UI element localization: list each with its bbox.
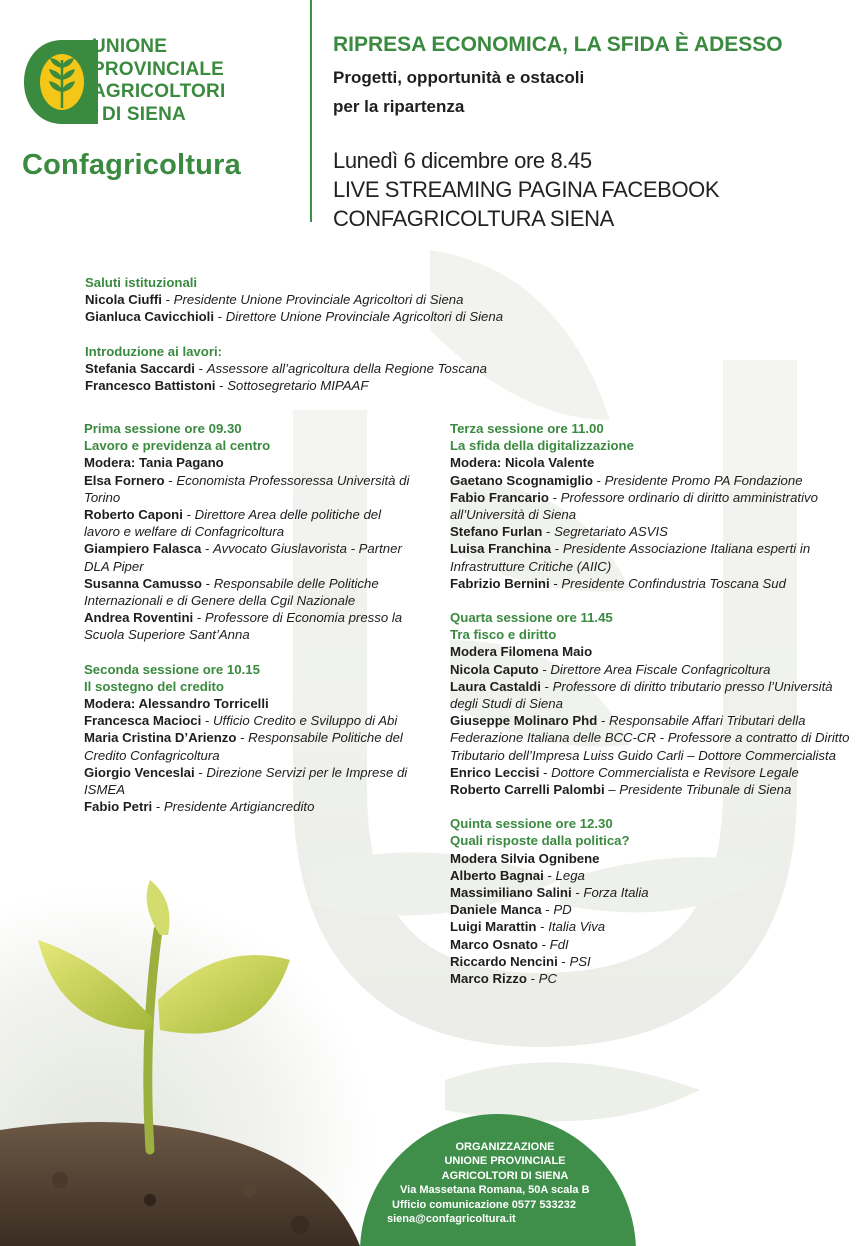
speaker-role: Presidente Promo PA Fondazione: [604, 472, 803, 488]
section-heading: Introduzione ai lavori:: [85, 343, 223, 359]
event-details: [333, 146, 853, 233]
speaker-name: Giuseppe Molinaro Phd: [450, 713, 598, 729]
speaker-role: Segretariato ASVIS: [554, 524, 668, 540]
session-moderator: Modera Filomena Maio: [450, 644, 593, 660]
speaker-name: Fabio Francario: [450, 489, 549, 505]
event-date: Lunedì 6 dicembre ore 8.45: [333, 148, 592, 173]
session-topic: Quali risposte dalla politica?: [450, 833, 630, 849]
speaker-role: Avvocato Giuslavorista - Partner DLA Piper: [84, 541, 402, 574]
logo-line: UNIONE: [92, 36, 168, 57]
logo-line: AGRICOLTORI: [92, 81, 226, 102]
speaker-name: Fabio Petri: [84, 799, 153, 815]
speaker-role: Lega: [555, 867, 585, 883]
event-subtitle: [333, 63, 813, 121]
speaker: [84, 798, 420, 815]
speaker: [450, 936, 852, 953]
subtitle-line: Progetti, opportunità e ostacoli: [333, 68, 585, 87]
speaker-name: Fabrizio Bernini: [450, 575, 550, 591]
organizer-line: UNIONE PROVINCIALE: [444, 1155, 566, 1168]
session-time: Seconda sessione ore 10.15: [84, 661, 260, 677]
speaker-role: Professore ordinario di diritto amministrativo all’Università di Siena: [450, 489, 818, 523]
organizer-line: AGRICOLTORI DI SIENA: [441, 1169, 569, 1182]
speaker: [84, 729, 420, 763]
speaker: [450, 918, 852, 935]
speaker: [450, 712, 852, 764]
speaker-separator: -: [548, 489, 561, 505]
speaker: [450, 781, 852, 798]
session-moderator: Modera: Tania Pagano: [84, 455, 224, 471]
subtitle-line: per la ripartenza: [333, 97, 465, 116]
speaker-name: Daniele Manca: [450, 902, 542, 918]
speaker-name: Enrico Leccisi: [450, 764, 540, 780]
speaker-role: Direttore Area Fiscale Confagricoltura: [550, 661, 771, 677]
speaker: [450, 953, 852, 970]
speaker-role: FdI: [549, 936, 569, 952]
speaker-separator: -: [201, 713, 214, 729]
speaker-role: Presidente Associazione Italiana esperti in Infrastrutture Critiche (AIIC): [450, 541, 811, 574]
speaker-role: Presidente Tribunale di Siena: [619, 782, 792, 798]
session-block: [450, 815, 852, 987]
event-page: CONFAGRICOLTURA SIENA: [333, 206, 614, 231]
session-topic: Tra fisco e diritto: [450, 627, 557, 643]
speaker-name: Massimiliano Salini: [450, 885, 572, 901]
speaker: [450, 489, 852, 523]
session-block: [450, 609, 852, 798]
speaker-separator: -: [540, 678, 553, 694]
speaker-separator: -: [526, 971, 539, 987]
speaker-separator: -: [164, 472, 177, 488]
speaker: [84, 472, 420, 506]
session-block: [84, 420, 420, 644]
speaker-role: PD: [553, 902, 572, 918]
speaker-separator: -: [536, 919, 549, 935]
section-heading: Saluti istituzionali: [85, 275, 198, 290]
speaker-separator: -: [592, 472, 605, 488]
speaker-name: Luigi Marattin: [450, 919, 537, 935]
speaker: [84, 764, 420, 798]
speaker-separator: -: [236, 730, 249, 746]
speaker-role: Direzione Servizi per le Imprese di ISMEA: [84, 764, 408, 798]
session-topic: Il sostegno del credito: [84, 678, 224, 694]
upa-logo-icon: [22, 36, 100, 132]
session-time: Quinta sessione ore 12.30: [450, 816, 613, 832]
speaker-separator: -: [193, 610, 205, 626]
speaker-name: Riccardo Nencini: [450, 953, 558, 969]
organizer-info: [360, 1140, 660, 1226]
speaker-separator: -: [538, 661, 551, 677]
speaker-separator: -: [541, 902, 554, 918]
speaker-role: Economista Professoressa Università di Torino: [84, 472, 410, 505]
opening-program: [85, 274, 645, 411]
speaker: Stefania Saccardi - Assessore all’agricoltura della Regione Toscana: [85, 360, 487, 376]
session-moderator: Modera Silvia Ognibene: [450, 850, 600, 866]
organizer-line: ORGANIZZAZIONE: [455, 1141, 555, 1153]
speaker-separator: -: [597, 713, 610, 729]
speaker: [450, 764, 852, 781]
speaker: [450, 867, 852, 884]
speaker-separator: -: [194, 764, 207, 780]
speaker-role: Presidente Artigiancredito: [163, 799, 315, 815]
speaker-name: Giorgio Venceslai: [84, 764, 195, 780]
speaker: [450, 901, 852, 918]
session-topic: La sfida della digitalizzazione: [450, 438, 634, 454]
speaker-separator: -: [201, 541, 214, 557]
speaker-role: PC: [538, 971, 557, 987]
speaker-role: PSI: [569, 953, 591, 969]
speaker: [450, 970, 852, 987]
speaker: [84, 540, 420, 574]
speaker: Nicola Ciuffi - Presidente Unione Provinciale Agricoltori di Siena: [85, 292, 464, 308]
speaker-name: Nicola Caputo: [450, 661, 539, 677]
speaker: [84, 712, 420, 729]
speaker-role: Responsabile delle Politiche Internazionali e di Genere della Cgil Nazionale: [84, 575, 379, 609]
logo-line: PROVINCIALE: [92, 58, 225, 80]
speaker-role: Forza Italia: [583, 885, 649, 901]
speaker: [84, 609, 420, 643]
speaker-role: Responsabile Politiche del Credito Confagricoltura: [84, 730, 403, 763]
speaker: [84, 506, 420, 540]
speaker: [450, 678, 852, 712]
session-time: Prima sessione ore 09.30: [84, 421, 242, 436]
speaker-name: Roberto Carrelli Palombi: [450, 782, 605, 798]
speaker-name: Roberto Caponi: [84, 507, 183, 523]
speaker-name: Maria Cristina D’Arienzo: [84, 730, 237, 746]
speaker-separator: -: [549, 575, 562, 591]
session-topic: Lavoro e previdenza al centro: [84, 438, 271, 454]
speaker-name: Elsa Fornero: [84, 472, 165, 488]
speaker-separator: -: [551, 541, 563, 557]
speaker: [450, 472, 852, 489]
speaker-separator: -: [542, 524, 555, 540]
speaker-name: Andrea Roventini: [84, 610, 194, 626]
speaker-name: Laura Castaldi: [450, 678, 541, 694]
speaker-separator: -: [182, 507, 195, 523]
speaker-name: Alberto Bagnai: [450, 867, 544, 883]
introduzione-section: [85, 343, 645, 395]
speaker: Gianluca Cavicchioli - Direttore Unione Provinciale Agricoltori di Siena: [85, 309, 504, 325]
brand-name: Confagricoltura: [22, 149, 241, 181]
speaker: [450, 575, 852, 592]
session-time: Quarta sessione ore 11.45: [450, 610, 613, 626]
speaker-role: Professore di Economia presso la Scuola Superiore Sant’Anna: [84, 610, 403, 643]
speaker: [450, 884, 852, 901]
speaker-name: Stefano Furlan: [450, 524, 543, 540]
speaker-separator: –: [604, 782, 620, 798]
speaker-separator: -: [152, 799, 164, 815]
event-streaming: LIVE STREAMING PAGINA FACEBOOK: [333, 177, 720, 202]
speaker-name: Giampiero Falasca: [84, 541, 202, 557]
speaker: [84, 575, 420, 609]
sessions-left-column: [84, 420, 420, 832]
speaker-name: Francesca Macioci: [84, 713, 202, 729]
session-moderator: Modera: Alessandro Torricelli: [84, 696, 269, 712]
speaker-separator: -: [539, 764, 552, 780]
speaker-role: Direttore Area delle politiche del lavoro e welfare di Confagricoltura: [84, 507, 382, 540]
speaker-separator: -: [537, 936, 550, 952]
speaker-role: Responsabile Affari Tributari della Federazione Italiana delle BCC-CR - Professore a contratto di Diritto Tributario dell’Impresa Luiss Guido Carli – Dottore Commercialista: [450, 713, 850, 763]
speaker-name: Marco Rizzo: [450, 971, 527, 987]
organizer-email[interactable]: siena@confagricoltura.it: [387, 1213, 516, 1226]
speaker-role: Dottore Commercialista e Revisore Legale: [551, 764, 799, 780]
speaker-name: Marco Osnato: [450, 936, 538, 952]
speaker: [450, 661, 852, 678]
event-title: RIPRESA ECONOMICA, LA SFIDA È ADESSO: [333, 33, 783, 56]
logo-line: DI SIENA: [102, 103, 186, 125]
organizer-address: Via Massetana Romana, 50A scala B: [400, 1184, 590, 1197]
session-block: [84, 661, 420, 816]
session-block: [450, 420, 852, 592]
header-divider: [310, 0, 312, 222]
speaker: [450, 540, 852, 574]
speaker-name: Gaetano Scognamiglio: [450, 472, 593, 488]
speaker: Francesco Battistoni - Sottosegretario MIPAAF: [85, 378, 369, 394]
speaker-role: Italia Viva: [548, 919, 606, 935]
session-moderator: Modera: Nicola Valente: [450, 455, 595, 471]
session-time: Terza sessione ore 11.00: [450, 421, 604, 436]
speaker-role: Professore di diritto tributario presso l’Università degli Studi di Siena: [450, 678, 833, 712]
speaker-separator: -: [571, 885, 584, 901]
saluti-section: [85, 274, 645, 326]
speaker-separator: -: [202, 575, 214, 591]
sessions-right-column: [450, 420, 852, 1004]
organizer-phone: Ufficio comunicazione 0577 533232: [392, 1198, 577, 1211]
speaker-separator: -: [543, 867, 556, 883]
logo-organization-name: [92, 36, 292, 126]
speaker: [450, 523, 852, 540]
speaker-role: Ufficio Credito e Sviluppo di Abi: [213, 713, 398, 729]
speaker-name: Luisa Franchina: [450, 541, 552, 557]
speaker-separator: -: [557, 953, 570, 969]
speaker-name: Susanna Camusso: [84, 575, 202, 591]
speaker-role: Presidente Confindustria Toscana Sud: [561, 575, 786, 591]
